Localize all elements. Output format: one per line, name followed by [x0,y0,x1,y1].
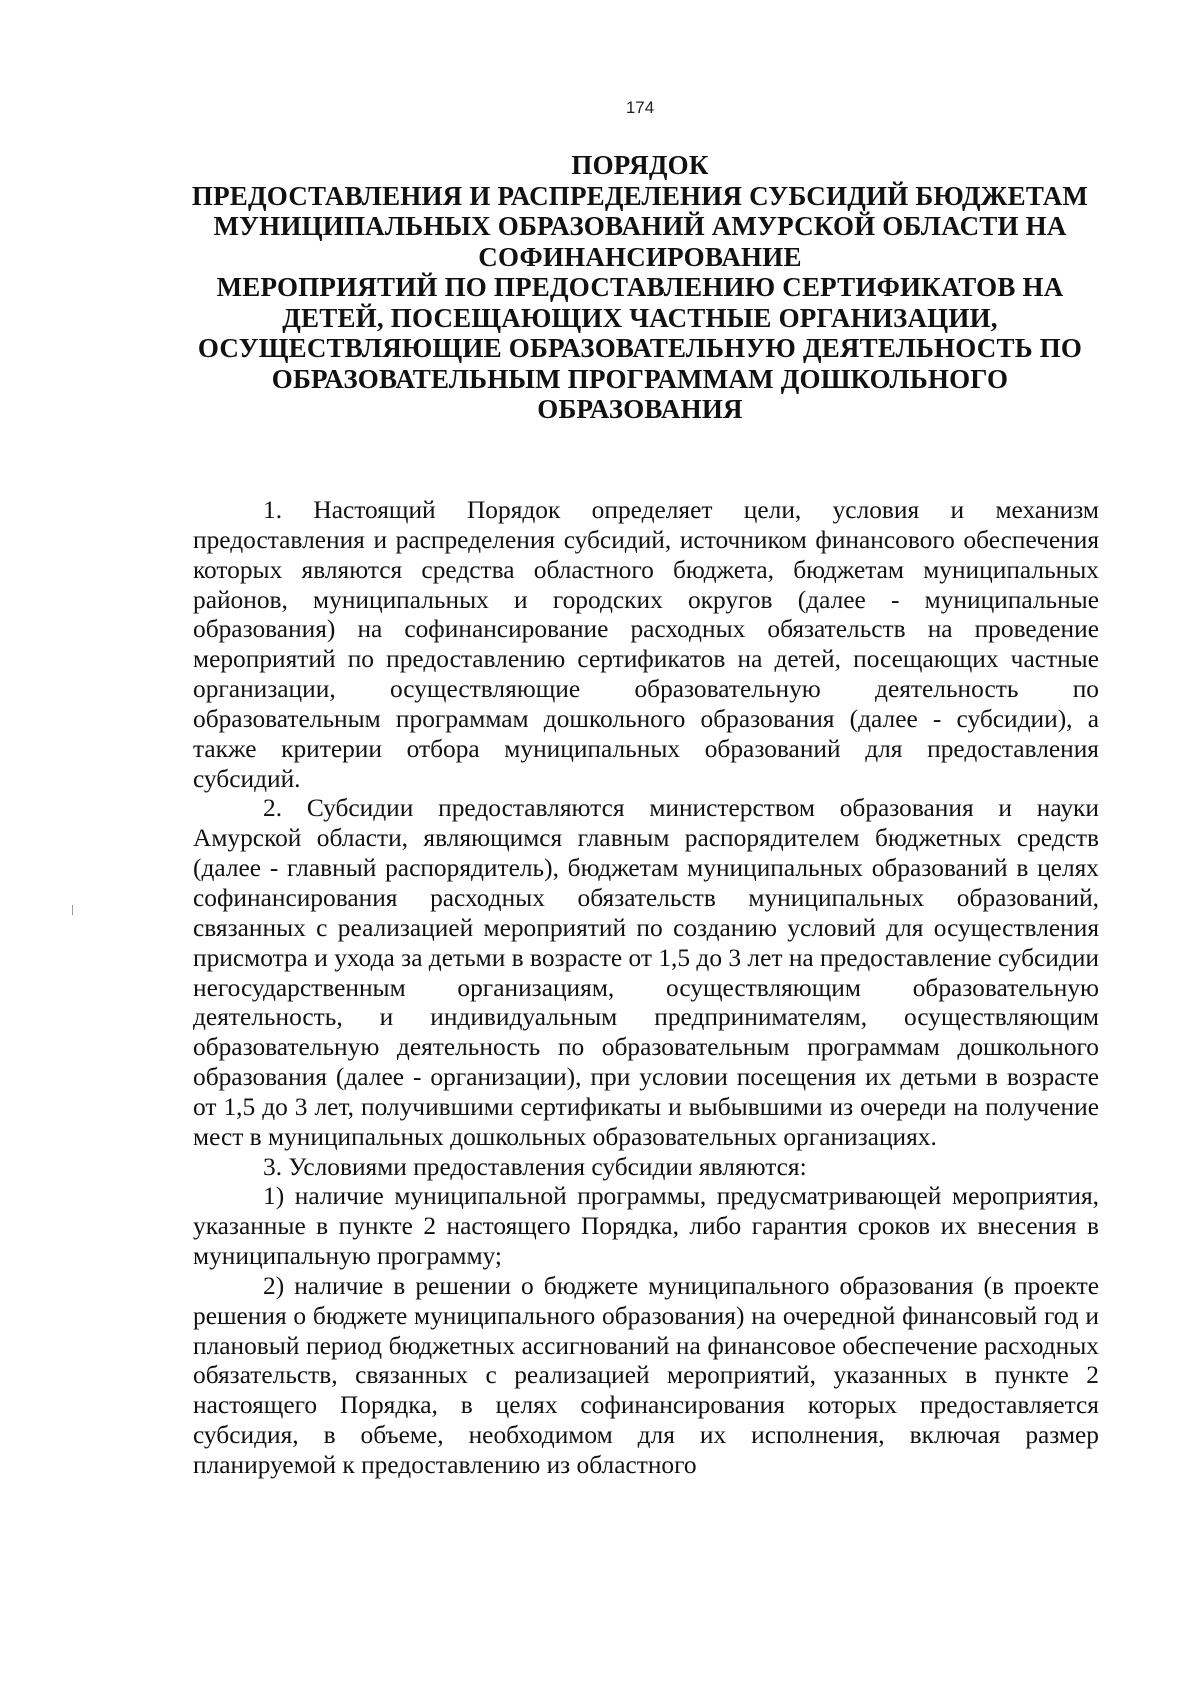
scan-margin-mark [72,905,73,915]
document-body [193,496,1099,1481]
paragraph-1: 1. Настоящий Порядок определяет цели, условия и механизм предоставления и распределения субсидий, источником финансового обеспечения которых являются средства областного бюджета, бюджетам муниципальных районов, муниципальных и городских округов (далее - муниципальные образования) на софинансирование расходных обязательств на проведение мероприятий по предоставлению сертификатов на детей, посещающих частные организации, осуществляющие образовательную деятельность по образовательным программам дошкольного образования (далее - субсидии), а также критерии отбора муниципальных образований для предоставления субсидий. [193,496,1099,793]
title-line: ОБРАЗОВАНИЯ [537,394,743,424]
paragraph-3-item-1: 1) наличие муниципальной программы, предусматривающей мероприятия, указанные в пункте 2 настоящего Порядка, либо гарантия сроков их внесения в муниципальную программу; [193,1182,1099,1271]
page-number: 174 [625,98,655,117]
paragraph-2: 2. Субсидии предоставляются министерством образования и науки Амурской области, являющимся главным распорядителем бюджетных средств (далее - главный распорядитель), бюджетам муниципальных образований в целях софинансирования расходных обязательств муниципальных образований, связанных с реализацией мероприятий по созданию условий для осуществления присмотра и ухода за детьми в возрасте от 1,5 до 3 лет на предоставление субсидии негосударственным организациям, осуществляющим образовательную деятельность, и индивидуальным предпринимателям, осуществляющим образовательную деятельность по образовательным программам дошкольного образования (далее - организации), при условии посещения их детьми в возрасте от 1,5 до 3 лет, получившими сертификаты и выбывшими из очереди на получение мест в муниципальных дошкольных образовательных организациях. [193,794,1099,1151]
title-line: МУНИЦИПАЛЬНЫХ ОБРАЗОВАНИЙ АМУРСКОЙ ОБЛАСТИ НА [213,211,1067,241]
title-line: СОФИНАНСИРОВАНИЕ [478,241,802,272]
title-line: МЕРОПРИЯТИЙ ПО ПРЕДОСТАВЛЕНИЮ СЕРТИФИКАТОВ НА [216,272,1064,302]
paragraph-3: 3. Условиями предоставления субсидии являются: [263,1152,807,1181]
paragraph-3-item-2: 2) наличие в решении о бюджете муниципального образования (в проекте решения о бюджете муниципального образования) на очередной финансовый год и плановый период бюджетных ассигнований на финансовое обеспечение расходных обязательств, связанных с реализацией мероприятий, указанных в пункте 2 настоящего Порядка, в целях софинансирования которых предоставляется субсидия, в объеме, необходимом для их исполнения, включая размер планируемой к предоставлению из областного [193,1271,1099,1479]
title-line: ДЕТЕЙ, ПОСЕЩАЮЩИХ ЧАСТНЫЕ ОРГАНИЗАЦИИ, [282,302,998,333]
document-title [160,150,1120,425]
title-line: ОБРАЗОВАТЕЛЬНЫМ ПРОГРАММАМ ДОШКОЛЬНОГО [271,363,1009,394]
title-line: ПОРЯДОК [571,150,709,180]
title-line: ОСУЩЕСТВЛЯЮЩИЕ ОБРАЗОВАТЕЛЬНУЮ ДЕЯТЕЛЬНОСТЬ ПО [197,333,1083,363]
title-line: ПРЕДОСТАВЛЕНИЯ И РАСПРЕДЕЛЕНИЯ СУБСИДИЙ БЮДЖЕТАМ [191,180,1089,211]
